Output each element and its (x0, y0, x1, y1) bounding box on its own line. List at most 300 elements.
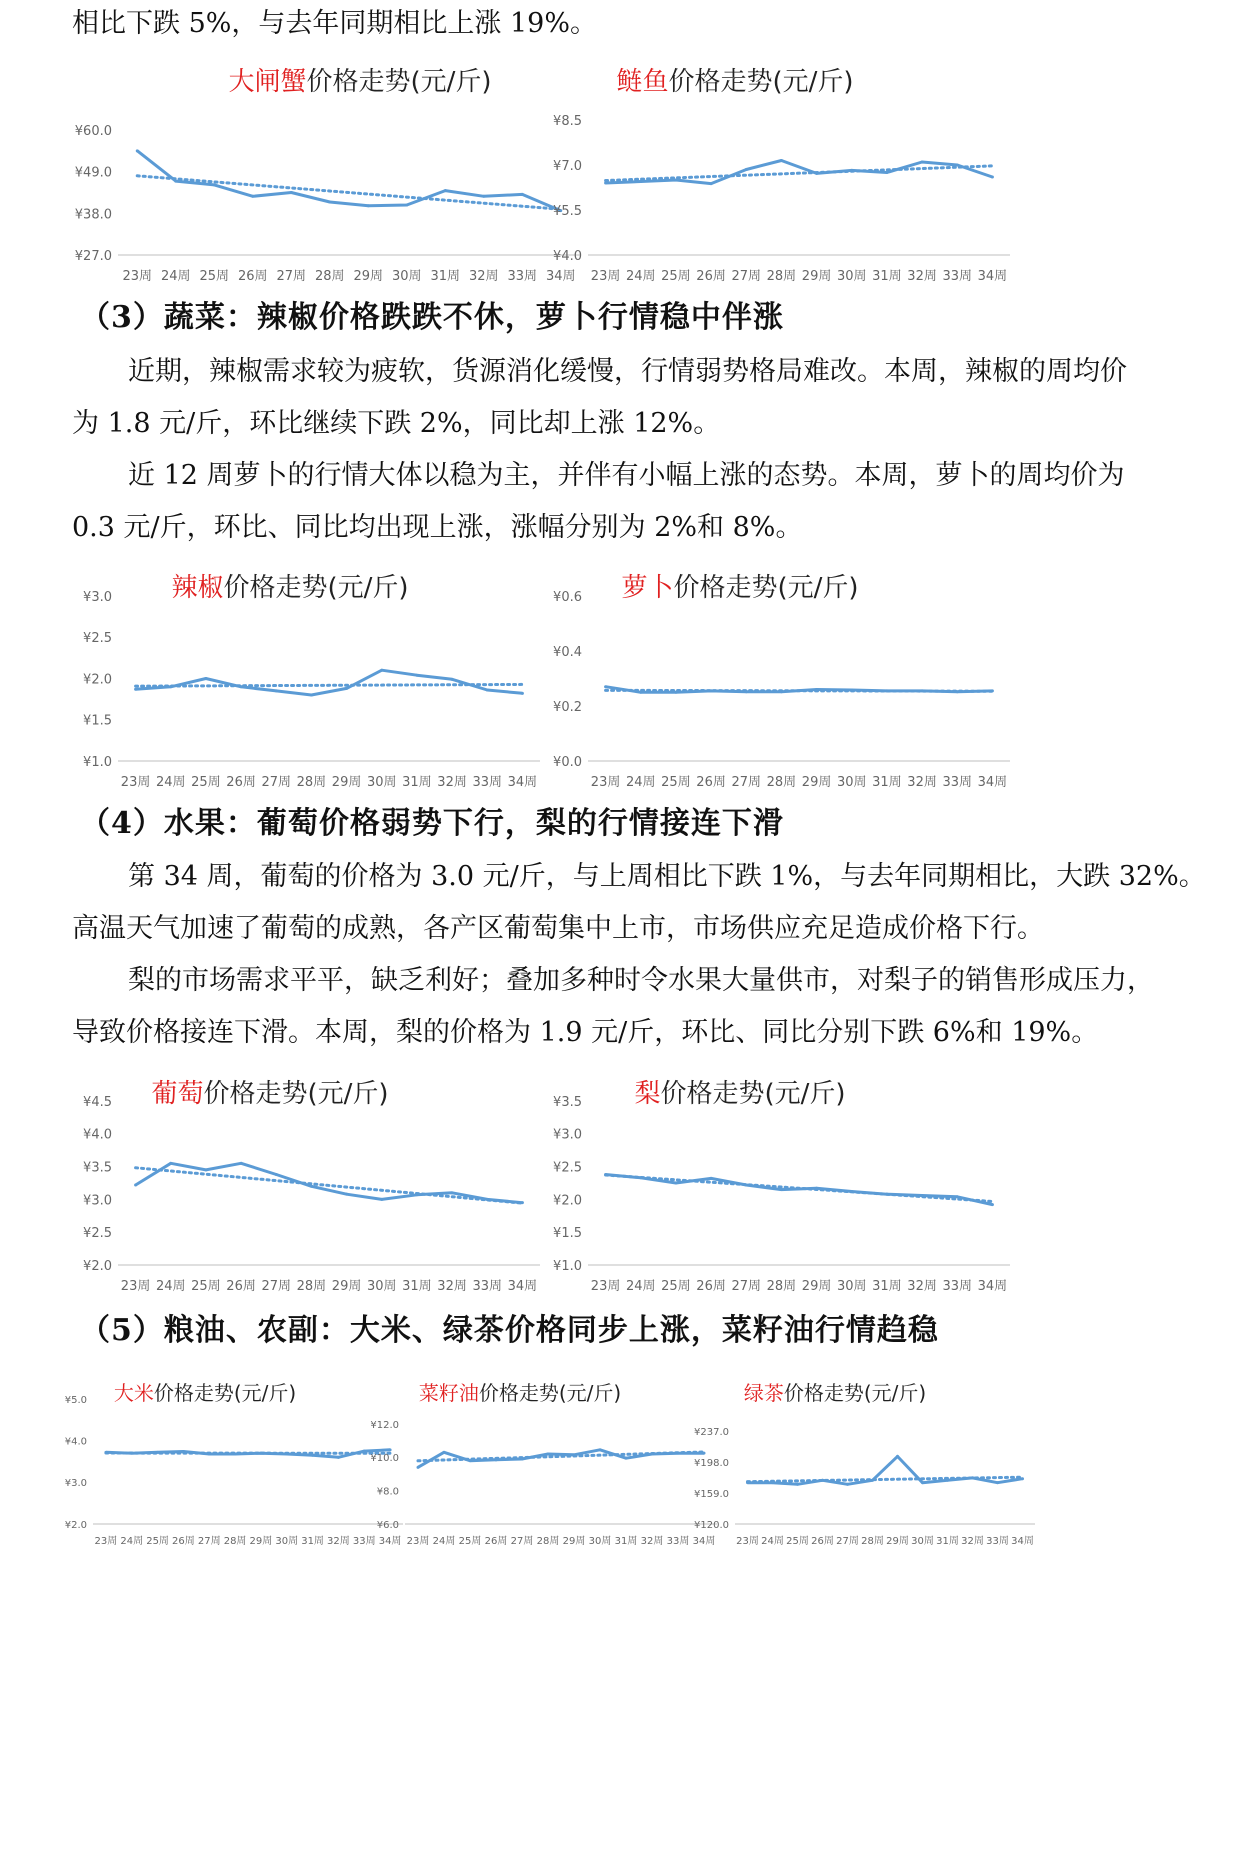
x-tick-label: 24周 (625, 269, 656, 284)
x-tick-label: 23周 (120, 775, 151, 790)
chart-title-suffix: 价格走势(元/斤) (783, 1381, 927, 1405)
data-point (451, 678, 454, 681)
data-point (921, 689, 924, 692)
x-tick-label: 27周 (836, 1536, 859, 1547)
data-point (169, 1162, 172, 1165)
y-tick-label: ¥2.5 (83, 1226, 112, 1242)
chart-lianyu (530, 60, 1060, 292)
x-tick-label: 28周 (861, 1536, 884, 1547)
y-tick-label: ¥38.0 (74, 207, 112, 223)
x-tick-label: 25周 (146, 1536, 169, 1547)
x-tick-label: 25周 (458, 1536, 482, 1547)
y-tick-label: ¥2.0 (83, 1258, 112, 1274)
data-point (328, 200, 331, 203)
x-tick-label: 31周 (402, 1279, 432, 1294)
x-tick-label: 32周 (640, 1536, 664, 1547)
chart-dami (55, 1374, 415, 1558)
section-heading-fruits: （4）水果：葡萄价格弱势下行，梨的行情接连下滑 (80, 806, 784, 841)
data-point (745, 168, 748, 171)
chart-title-product: 葡萄 (151, 1079, 204, 1109)
y-tick-label: ¥49.0 (74, 165, 112, 181)
x-tick-label: 34周 (507, 775, 538, 790)
data-point (213, 183, 216, 186)
x-tick-label: 34周 (1011, 1536, 1034, 1547)
data-point (486, 1198, 489, 1201)
x-tick-label: 34周 (507, 1279, 538, 1294)
x-tick-label: 30周 (366, 775, 397, 790)
chart-luobo (530, 568, 1060, 800)
data-point (677, 1452, 680, 1455)
data-point (240, 1162, 243, 1165)
y-tick-label: ¥3.0 (83, 589, 112, 605)
data-point (885, 1193, 888, 1196)
chart-title (621, 573, 858, 603)
x-tick-label: 24周 (432, 1536, 456, 1547)
x-tick-label: 33周 (472, 775, 503, 790)
chart-title (419, 1381, 621, 1405)
data-point (204, 1168, 207, 1171)
series-line (418, 1450, 704, 1468)
data-point (991, 1203, 994, 1206)
y-tick-label: ¥1.5 (83, 713, 112, 729)
data-point (710, 182, 713, 185)
x-tick-label: 30周 (836, 1279, 867, 1294)
x-tick-label: 28周 (766, 1279, 797, 1294)
data-point (639, 1176, 642, 1179)
data-point (850, 689, 853, 692)
y-tick-label: ¥0.0 (553, 754, 582, 770)
x-tick-label: 25周 (191, 1279, 221, 1294)
chart-lajiao (60, 568, 590, 800)
data-point (573, 1453, 576, 1456)
data-point (259, 1452, 262, 1455)
data-point (956, 164, 959, 167)
data-point (921, 161, 924, 164)
data-point (639, 180, 642, 183)
data-point (850, 1190, 853, 1193)
data-point (415, 1193, 418, 1196)
chart-title-suffix: 价格走势(元/斤) (673, 573, 859, 603)
data-point (443, 1451, 446, 1454)
data-point (921, 1194, 924, 1197)
data-point (956, 1195, 959, 1198)
data-point (405, 204, 408, 207)
y-tick-label: ¥2.5 (83, 631, 112, 647)
data-point (310, 694, 313, 697)
x-tick-label: 29周 (801, 775, 832, 790)
chart-title-product: 梨 (634, 1079, 661, 1109)
chart-title (744, 1381, 926, 1405)
x-tick-label: 25周 (191, 775, 221, 790)
trend-line (136, 684, 523, 686)
data-point (104, 1451, 107, 1454)
data-point (345, 687, 348, 690)
data-point (780, 1188, 783, 1191)
x-tick-label: 25周 (199, 269, 230, 284)
chart-title-suffix: 价格走势(元/斤) (668, 67, 854, 97)
data-point (996, 1481, 999, 1484)
x-tick-label: 34周 (692, 1536, 716, 1547)
y-tick-label: ¥8.5 (553, 113, 582, 129)
data-point (971, 1476, 974, 1479)
chart-title-product: 辣椒 (171, 573, 224, 603)
data-point (639, 691, 642, 694)
y-tick-label: ¥4.5 (83, 1094, 112, 1110)
y-tick-label: ¥237.0 (694, 1426, 729, 1438)
x-tick-label: 33周 (507, 269, 538, 284)
y-tick-label: ¥2.0 (83, 672, 112, 688)
x-tick-label: 24周 (155, 775, 186, 790)
x-tick-label: 33周 (666, 1536, 690, 1547)
x-tick-label: 27周 (261, 775, 292, 790)
x-tick-label: 29周 (353, 269, 384, 284)
data-point (486, 689, 489, 692)
x-tick-label: 34周 (545, 269, 576, 284)
x-tick-label: 31周 (872, 1279, 902, 1294)
y-tick-label: ¥1.0 (553, 1258, 582, 1274)
data-point (204, 677, 207, 680)
data-point (169, 685, 172, 688)
x-tick-label: 31周 (402, 775, 432, 790)
data-point (599, 1448, 602, 1451)
x-tick-label: 25周 (661, 775, 691, 790)
data-point (275, 689, 278, 692)
x-tick-label: 26周 (696, 1279, 726, 1294)
data-point (547, 1453, 550, 1456)
x-tick-label: 30周 (366, 1279, 397, 1294)
x-tick-label: 31周 (301, 1536, 324, 1547)
chart-title-product: 鲢鱼 (616, 67, 669, 97)
x-tick-label: 26周 (811, 1536, 834, 1547)
series-line (136, 670, 523, 695)
data-point (417, 1466, 420, 1469)
data-point (345, 1193, 348, 1196)
x-tick-label: 27周 (731, 775, 762, 790)
data-point (367, 204, 370, 207)
paragraph-line: 近 12 周萝卜的行情大体以稳为主，并伴有小幅上涨的态势。本周，萝卜的周均价为 (128, 460, 1125, 491)
x-tick-label: 28周 (766, 269, 797, 284)
x-tick-label: 23周 (736, 1536, 759, 1547)
chart-title (151, 1079, 388, 1109)
x-tick-label: 25周 (786, 1536, 809, 1547)
data-point (674, 179, 677, 182)
chart-title-product: 大米 (113, 1381, 154, 1405)
data-point (796, 1483, 799, 1486)
data-point (604, 685, 607, 688)
section-heading-vegetables: （3）蔬菜：辣椒价格跌跌不休，萝卜行情稳中伴涨 (80, 300, 784, 335)
x-tick-label: 30周 (836, 269, 867, 284)
x-tick-label: 33周 (986, 1536, 1009, 1547)
x-tick-label: 25周 (661, 1279, 691, 1294)
data-point (240, 685, 243, 688)
x-tick-label: 27周 (197, 1536, 221, 1547)
x-tick-label: 30周 (391, 269, 422, 284)
x-tick-label: 23周 (94, 1536, 118, 1547)
x-tick-label: 28周 (536, 1536, 560, 1547)
data-point (780, 159, 783, 162)
chart-title (616, 67, 853, 97)
data-point (337, 1456, 340, 1459)
data-point (846, 1483, 849, 1486)
data-point (134, 1183, 137, 1186)
x-tick-label: 32周 (437, 1279, 467, 1294)
x-tick-label: 25周 (661, 269, 691, 284)
data-point (275, 1173, 278, 1176)
x-tick-label: 28周 (296, 1279, 327, 1294)
paragraph-line: 为 1.8 元/斤，环比继续下跌 2%，同比却上涨 12%。 (72, 408, 721, 439)
x-tick-label: 26周 (226, 775, 256, 790)
chart-title-suffix: 价格走势(元/斤) (478, 1381, 622, 1405)
x-tick-label: 32周 (961, 1536, 984, 1547)
x-tick-label: 33周 (472, 1279, 503, 1294)
chart-title (634, 1079, 845, 1109)
y-tick-label: ¥27.0 (74, 248, 112, 264)
data-point (290, 191, 293, 194)
x-tick-label: 29周 (801, 269, 832, 284)
data-point (991, 689, 994, 692)
x-tick-label: 29周 (331, 1279, 362, 1294)
chart-title-product: 绿茶 (743, 1381, 784, 1405)
x-tick-label: 28周 (314, 269, 345, 284)
data-point (208, 1453, 211, 1456)
x-tick-label: 30周 (911, 1536, 934, 1547)
x-tick-label: 31周 (430, 269, 461, 284)
chart-title (171, 573, 408, 603)
x-tick-label: 23周 (406, 1536, 430, 1547)
chart-title-suffix: 价格走势(元/斤) (306, 67, 492, 97)
y-tick-label: ¥2.0 (64, 1519, 87, 1531)
x-tick-label: 32周 (907, 269, 937, 284)
x-tick-label: 24周 (120, 1536, 144, 1547)
data-point (871, 1479, 874, 1482)
y-tick-label: ¥3.5 (83, 1160, 112, 1176)
x-tick-label: 32周 (468, 269, 499, 284)
data-point (380, 1198, 383, 1201)
x-tick-label: 26周 (696, 775, 726, 790)
paragraph-line: 近期，辣椒需求较为疲软，货源消化缓慢，行情弱势格局难改。本周，辣椒的周均价 (128, 356, 1127, 387)
x-tick-label: 24周 (761, 1536, 784, 1547)
x-tick-label: 33周 (942, 1279, 973, 1294)
data-point (521, 193, 524, 196)
data-point (310, 1185, 313, 1188)
chart-title-suffix: 价格走势(元/斤) (153, 1381, 297, 1405)
trend-line (136, 1168, 523, 1203)
y-tick-label: ¥1.5 (553, 1226, 582, 1242)
data-point (380, 669, 383, 672)
y-tick-label: ¥4.0 (64, 1436, 87, 1448)
data-point (896, 1455, 899, 1458)
x-tick-label: 23周 (590, 775, 621, 790)
y-tick-label: ¥60.0 (74, 123, 112, 139)
chart-title-suffix: 价格走势(元/斤) (203, 1079, 389, 1109)
chart-putao (60, 1072, 590, 1304)
x-tick-label: 31周 (936, 1536, 959, 1547)
y-tick-label: ¥198.0 (694, 1457, 729, 1469)
paragraph-line: 导致价格接连下滑。本周，梨的价格为 1.9 元/斤，环比、同比分别下跌 6%和 19%。 (72, 1017, 1099, 1048)
data-point (130, 1452, 133, 1455)
series-line (606, 1175, 993, 1205)
y-tick-label: ¥6.0 (376, 1519, 399, 1531)
x-tick-label: 30周 (588, 1536, 612, 1547)
y-tick-label: ¥2.0 (553, 1193, 582, 1209)
x-tick-label: 29周 (562, 1536, 586, 1547)
data-point (780, 690, 783, 693)
y-tick-label: ¥2.5 (553, 1160, 582, 1176)
x-tick-label: 32周 (907, 775, 937, 790)
x-tick-label: 23周 (590, 269, 621, 284)
x-tick-label: 26周 (172, 1536, 195, 1547)
data-point (746, 1481, 749, 1484)
x-tick-label: 27周 (731, 269, 762, 284)
paragraph-line: 相比下跌 5%，与去年同期相比上涨 19%。 (72, 8, 598, 39)
x-tick-label: 31周 (872, 269, 902, 284)
series-line (137, 151, 561, 211)
chart-caiziyou (365, 1374, 725, 1558)
x-tick-label: 27周 (510, 1536, 534, 1547)
x-tick-label: 29周 (886, 1536, 909, 1547)
chart-title-product: 萝卜 (621, 573, 674, 603)
y-tick-label: ¥5.0 (64, 1394, 87, 1406)
data-point (815, 1187, 818, 1190)
data-point (745, 690, 748, 693)
data-point (1021, 1477, 1024, 1480)
data-point (946, 1479, 949, 1482)
y-tick-label: ¥12.0 (370, 1419, 399, 1431)
x-tick-label: 24周 (625, 775, 656, 790)
paragraph-line: 第 34 周，葡萄的价格为 3.0 元/斤，与上周相比下跌 1%，与去年同期相比，大跌 32%。 (128, 861, 1206, 892)
y-tick-label: ¥10.0 (370, 1453, 399, 1465)
data-point (415, 674, 418, 677)
data-point (815, 172, 818, 175)
data-point (136, 149, 139, 152)
x-tick-label: 28周 (766, 775, 797, 790)
x-tick-label: 24周 (625, 1279, 656, 1294)
data-point (710, 1177, 713, 1180)
chart-dazhaxie (60, 60, 590, 292)
chart-lvcha (690, 1374, 1050, 1558)
y-tick-label: ¥5.5 (553, 203, 582, 219)
data-point (604, 1173, 607, 1176)
data-point (674, 691, 677, 694)
y-tick-label: ¥3.0 (553, 1127, 582, 1143)
x-tick-label: 34周 (977, 269, 1008, 284)
data-point (521, 692, 524, 695)
x-tick-label: 33周 (352, 1536, 376, 1547)
data-point (156, 1451, 159, 1454)
y-tick-label: ¥3.0 (64, 1478, 87, 1490)
x-tick-label: 31周 (872, 775, 902, 790)
data-point (134, 688, 137, 691)
chart-title-product: 菜籽油 (418, 1381, 479, 1405)
data-point (234, 1453, 237, 1456)
y-tick-label: ¥8.0 (376, 1486, 399, 1498)
data-point (674, 1182, 677, 1185)
data-point (521, 1458, 524, 1461)
x-tick-label: 27周 (261, 1279, 292, 1294)
x-tick-label: 29周 (801, 1279, 832, 1294)
data-point (885, 171, 888, 174)
data-point (771, 1481, 774, 1484)
x-tick-label: 26周 (226, 1279, 256, 1294)
x-tick-label: 33周 (942, 775, 973, 790)
x-tick-label: 34周 (378, 1536, 402, 1547)
chart-title-suffix: 价格走势(元/斤) (223, 573, 409, 603)
x-tick-label: 23周 (122, 269, 153, 284)
data-point (956, 690, 959, 693)
x-tick-label: 30周 (836, 775, 867, 790)
x-tick-label: 33周 (942, 269, 973, 284)
data-point (745, 1183, 748, 1186)
y-tick-label: ¥159.0 (694, 1488, 729, 1500)
data-point (444, 189, 447, 192)
x-tick-label: 24周 (155, 1279, 186, 1294)
data-point (285, 1453, 288, 1456)
x-tick-label: 23周 (120, 1279, 151, 1294)
x-tick-label: 23周 (590, 1279, 621, 1294)
y-tick-label: ¥1.0 (83, 754, 112, 770)
x-tick-label: 34周 (977, 1279, 1008, 1294)
x-tick-label: 28周 (296, 775, 327, 790)
data-point (251, 195, 254, 198)
paragraph-line: 高温天气加速了葡萄的成熟，各产区葡萄集中上市，市场供应充足造成价格下行。 (72, 913, 1044, 944)
x-tick-label: 29周 (249, 1536, 273, 1547)
chart-li (530, 1072, 1060, 1304)
y-tick-label: ¥7.0 (553, 158, 582, 174)
y-tick-label: ¥4.0 (553, 248, 582, 264)
x-tick-label: 27周 (731, 1279, 762, 1294)
series-line (606, 687, 993, 693)
chart-title-product: 大闸蟹 (228, 67, 307, 97)
x-tick-label: 34周 (977, 775, 1008, 790)
x-tick-label: 32周 (327, 1536, 350, 1547)
data-point (991, 176, 994, 179)
data-point (311, 1454, 314, 1457)
y-tick-label: ¥120.0 (694, 1519, 729, 1531)
x-tick-label: 26周 (484, 1536, 508, 1547)
data-point (469, 1459, 472, 1462)
x-tick-label: 28周 (223, 1536, 247, 1547)
x-tick-label: 29周 (331, 775, 362, 790)
data-point (885, 689, 888, 692)
y-tick-label: ¥0.2 (553, 699, 582, 715)
data-point (174, 180, 177, 183)
data-point (651, 1453, 654, 1456)
data-point (710, 689, 713, 692)
data-point (451, 1191, 454, 1194)
x-tick-label: 32周 (907, 1279, 937, 1294)
x-tick-label: 30周 (275, 1536, 299, 1547)
paragraph-line: 0.3 元/斤，环比、同比均出现上涨，涨幅分别为 2%和 8%。 (72, 512, 803, 543)
y-tick-label: ¥3.0 (83, 1193, 112, 1209)
chart-title (114, 1381, 296, 1405)
data-point (482, 195, 485, 198)
x-tick-label: 26周 (237, 269, 268, 284)
y-tick-label: ¥0.6 (553, 589, 582, 605)
y-tick-label: ¥4.0 (83, 1127, 112, 1143)
data-point (850, 169, 853, 172)
chart-title-suffix: 价格走势(元/斤) (660, 1079, 846, 1109)
x-tick-label: 26周 (696, 269, 726, 284)
paragraph-line: 梨的市场需求平平，缺乏利好；叠加多种时令水果大量供市，对梨子的销售形成压力， (128, 965, 1154, 996)
data-point (604, 182, 607, 185)
section-heading-grain-oil: （5）粮油、农副：大米、绿茶价格同步上涨，菜籽油行情趋稳 (80, 1313, 939, 1348)
x-tick-label: 27周 (276, 269, 307, 284)
data-point (182, 1450, 185, 1453)
x-tick-label: 24周 (160, 269, 191, 284)
data-point (495, 1458, 498, 1461)
data-point (821, 1479, 824, 1482)
x-tick-label: 32周 (437, 775, 467, 790)
